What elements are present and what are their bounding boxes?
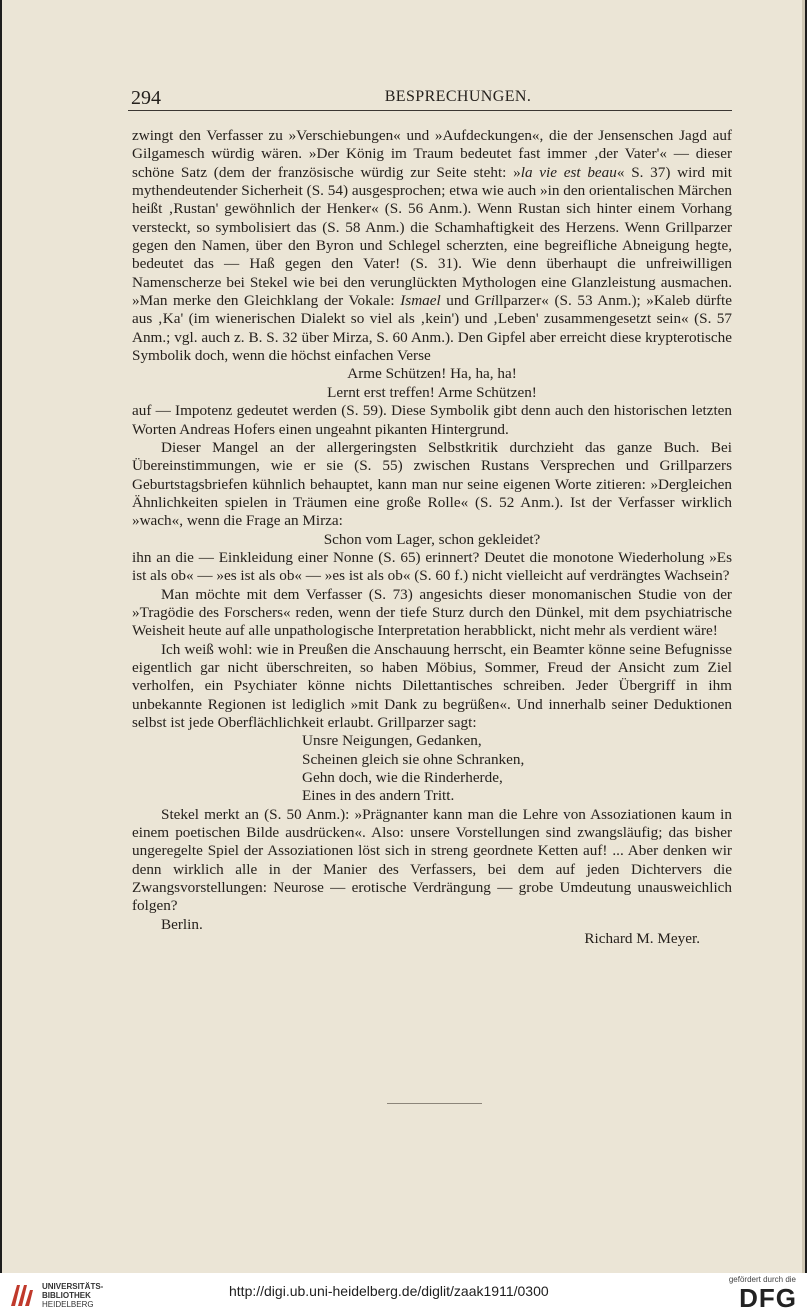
paragraph-3: Dieser Mangel an der allergeringsten Selbstkritik durchzieht das ganze Buch. Bei Übereinstimmungen, wie er sie (S. 55) zwischen Rustans Versprechen und Grillparzers Geburtstagsbriefen kühnlich behauptet, kann man nur seine eigenen Worte zitieren: »Dergleichen Ähnlichkeiten spielen in Träumen eine große Rolle« (S. 52 Anm.). Ist der Verfasser wirklich »wach«, wenn die Frage an Mirza: (132, 438, 732, 530)
verse-line: Arme Schützen! Ha, ha, ha! (347, 365, 517, 383)
dfg-logo-icon: DFG (739, 1283, 797, 1313)
paragraph-5: Man möchte mit dem Verfasser (S. 73) angesichts dieser monomanischen Studie von der »Tragödie des Forschers« reden, wenn der tiefe Sturz durch den Dünkel, mit dem psychiatrische Weisheit heute auf alle unpathologische Interpretation herabblickt, nicht mehr als verdient wäre! (132, 585, 732, 640)
paragraph-1: zwingt den Verfasser zu »Verschiebungen« und »Aufdeckungen«, die der Jensenschen Jagd auf Gilgamesch würdig wären. »Der König im Traum bedeutet fast immer ‚der Vater'« — dieser schöne Satz (dem der französische würdig zur Seite steht: »la vie est beau« S. 37) wird mit mythendeutender Sicherheit (S. 54) ausgesprochen; etwa wie auch »in den orientalischen Märchen heißt ‚Rustan' gewöhnlich der Henker« (S. 56 Anm.). Wenn Rustan sich hinter einem Vorhang versteckt, so symbolisiert das (S. 58 Anm.) die Schamhaftigkeit des Herzens. Wenn Grillparzer gegen den Namen, über den Byron und Schlegel scherzten, eine begreifliche Abneigung hegte, bedeutet das — Haß gegen den Vater! (S. 31). Wie denn überhaupt die unfreiwilligen Namenscherze bei Stekel wie bei den verunglückten Mythologen eine Glanzleistung ausmachen. »Man merke den Gleichklang der Vokale: Ismael und Grillparzer« (S. 53 Anm.); »Kaleb dürfte aus ‚Ka' (im wienerischen Dialekt so viel als ‚kein') und ‚Leben' zusammengesetzt sein« (S. 57 Anm.; vgl. auch z. B. S. 32 über Mirza, S. 60 Anm.). Den Gipfel aber erreicht diese krypterotische Symbolik doch, wenn die höchst einfachen Verse (132, 127, 732, 365)
university-library-logo-icon (8, 1282, 35, 1309)
verse-block-2 (132, 531, 732, 549)
viewer-footer (0, 1273, 807, 1314)
permalink-url[interactable]: http://digi.ub.uni-heidelberg.de/diglit/zaak1911/0300 (229, 1283, 549, 1299)
verse-block-3 (132, 732, 732, 805)
scanned-page (2, 0, 805, 1273)
verse-line: Scheinen gleich sie ohne Schranken, (302, 750, 525, 768)
article-body (132, 127, 732, 948)
library-name: UNIVERSITÄTS- BIBLIOTHEK HEIDELBERG (42, 1282, 104, 1309)
paragraph-2: auf — Impotenz gedeutet werden (S. 59). Diese Symbolik gibt denn auch den historischen letzten Worten Andreas Hofers einen ungeahnt pikanten Hintergrund. (132, 402, 732, 438)
page-edge (802, 0, 805, 1273)
funding-label: gefördert durch die (728, 1275, 796, 1284)
verse-line: Eines in des andern Tritt. (302, 787, 455, 805)
verse-line: Unsre Neigungen, Gedanken, (302, 732, 482, 750)
page-number: 294 (131, 87, 161, 109)
verse-block-1 (132, 365, 732, 402)
author-signature: Richard M. Meyer. (584, 930, 700, 948)
paragraph-7: Stekel merkt an (S. 50 Anm.): »Prägnanter kann man die Lehre von Assoziationen kaum in einem poetischen Bilde ausdrücken«. Also: unsere Vorstellungen sind zwangsläufig; das bisher ungeregelte Spiel der Assoziationen löst sich in streng geordnete Ketten auf! ... Aber denken wir denn wirklich alle in der Manier des Verfassers, bei dem auf jeden Dichtervers die Zwangsvorstellungen: Neurose — erotische Verdrängung — grobe Umdeutung unausweichlich folgen? (132, 805, 732, 915)
page-header (128, 86, 732, 111)
verse-line: Schon vom Lager, schon gekleidet? (323, 530, 541, 548)
paragraph-4: ihn an die — Einkleidung einer Nonne (S. 65) erinnert? Deutet die monotone Wiederholung »Es ist als ob« — »es ist als ob« — »es ist als ob« (S. 60 f.) nicht vielleicht auf verdrängtes Wachsein? (132, 548, 732, 585)
italic-quote: la vie est beau (520, 163, 617, 181)
verse-line: Gehn doch, wie die Rinderherde, (302, 769, 503, 787)
verse-line: Lernt erst treffen! Arme Schützen! (327, 383, 537, 401)
paragraph-6: Ich weiß wohl: wie in Preußen die Anschauung herrscht, ein Beamter könne seine Befugnisse eigentlich gar nicht überschreiten, so haben Möbius, Sommer, Freud der Ansicht zum Ziel verholfen, ein Psychiater könne nichts Dilettantisches schreiben. Jeder Übergriff in ihm unbekannte Regionen ist lediglich »mit Dank zu begrüßen«. Und innerhalb seiner Deduktionen selbst ist jede Oberflächlichkeit erlaubt. Grillparzer sagt: (132, 640, 732, 731)
end-rule (387, 1103, 482, 1104)
place-line: Berlin. (161, 915, 203, 933)
running-title: BESPRECHUNGEN. (384, 88, 532, 105)
